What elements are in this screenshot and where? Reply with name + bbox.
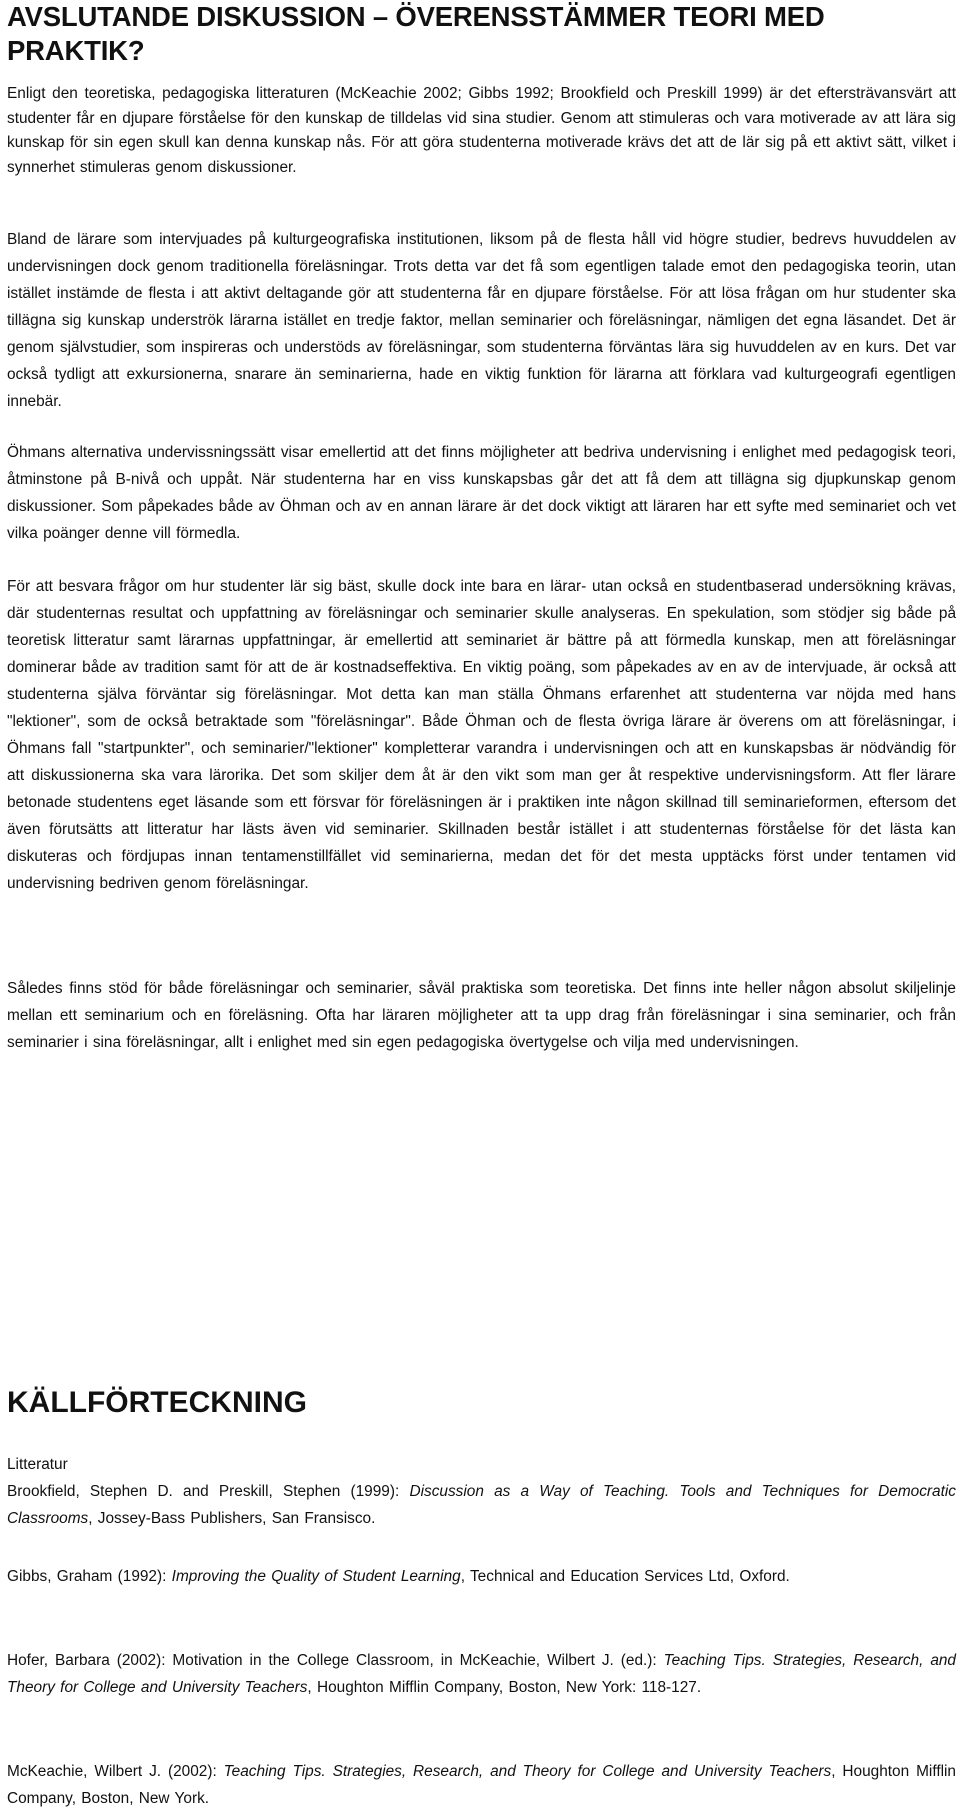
paragraph-4: För att besvara frågor om hur studenter lär sig bäst, skulle dock inte bara en lärar- utan också en studentbaserad undersökning krävas, där studenternas resultat och uppfattning av föreläsningar och seminarier skulle analyseras. En spekulation, som stödjer sig både på teoretisk litteratur samt lärarnas uppfattningar, är emellertid att seminariet är bättre på att förmedla kunskap, men att föreläsningar dominerar både av tradition samt för att de är kostnadseffektiva. En viktig poäng, som påpekades av en av de intervjuade, är också att studenterna själva förväntar sig föreläsningar. Mot detta kan man ställa Öhmans erfarenhet att studenterna var nöjda med hans "lektioner", som de också betraktade som "föreläsningar". Både Öhman och de flesta övriga lärare är överens om att föreläsningar, i Öhmans fall "startpunkter", och seminarier/"lektioner" kompletterar varandra i undervisningen och att en kunskapsbas är nödvändig för att diskussionerna ska vara lärorika. Det som skiljer dem åt är den vikt som man ger åt respektive undervisningsform. Att fler lärare betonade studentens eget läsande som ett försvar för föreläsningen är i praktiken inte någon skillnad till seminarieformen, eftersom det även förutsätts att litteratur har lästs även vid seminarier. Skillnaden består istället i att studenternas förståelse för det lästa kan diskuteras och fördjupas innan tentamenstillfället vid seminarierna, medan det för det mesta upptäcks först under tentamen vid undervisning bedriven genom föreläsningar.	[7, 578, 956, 892]
reference-item: Hofer, Barbara (2002): Motivation in the College Classroom, in McKeachie, Wilbert J. (ed.): Teaching Tips. Strategies, Research, and Theory for College and University Teachers, Houghton Mifflin Company, Boston, New York: 118-127.	[7, 1652, 956, 1696]
paragraph-5: Således finns stöd för både föreläsningar och seminarier, såväl praktiska som teoretiska. Det finns inte heller någon absolut skiljelinje mellan ett seminarium och en föreläsning. Ofta har läraren möjligheter att ta upp drag från föreläsningar i sina seminarier, och från seminarier i sina föreläsningar, allt i enlighet med sin egen pedagogiska övertygelse och vilja med undervisningen.	[7, 980, 956, 1051]
paragraph-1: Enligt den teoretiska, pedagogiska litteraturen (McKeachie 2002; Gibbs 1992; Brookfield och Preskill 1999) är det eftersträvansvärt att studenter får en djupare förståelse för den kunskap de tilldelas vid sina studier. Genom att stimuleras och vara motiverade av att lära sig kunskap för sin egen skull kan denna kunskap nås. För att göra studenterna motiverade krävs det att de lär sig på ett aktivt sätt, vilket i synnerhet stimuleras genom diskussioner.	[7, 85, 956, 176]
paragraph-3: Öhmans alternativa undervissningssätt visar emellertid att det finns möjligheter att bedriva undervisning i enlighet med pedagogisk teori, åtminstone på B-nivå och uppåt. När studenterna har en viss kunskapsbas går det att få dem att tillägna sig djupkunskap genom diskussioner. Som påpekades både av Öhman och av en annan lärare är det dock viktigt att läraren har ett syfte med seminariet och vet vilka poänger denne vill förmedla.	[7, 444, 956, 542]
reference-item: McKeachie, Wilbert J. (2002): Teaching Tips. Strategies, Research, and Theory for College and University Teachers, Houghton Mifflin Company, Boston, New York.	[7, 1763, 956, 1807]
references-label: Litteratur	[7, 1456, 68, 1473]
reference-item: Brookfield, Stephen D. and Preskill, Stephen (1999): Discussion as a Way of Teaching. Tools and Techniques for Democratic Classrooms, Jossey-Bass Publishers, San Fransisco.	[7, 1483, 956, 1527]
section-heading-discussion: AVSLUTANDE DISKUSSION – ÖVERENSSTÄMMER TEORI MED PRAKTIK?	[7, 1, 825, 66]
paragraph-2: Bland de lärare som intervjuades på kulturgeografiska institutionen, liksom på de flesta håll vid högre studier, bedrevs huvuddelen av undervisningen dock genom traditionella föreläsningar. Trots detta var det få som egentligen talade emot den pedagogiska teorin, utan istället instämde de flesta i att aktivt deltagande gör att studenterna får en djupare förståelse. För att lösa frågan om hur studenter ska tillägna sig kunskap underströk lärarna istället en tredje faktor, mellan seminarier och föreläsningar, nämligen det egna läsandet. Det är genom självstudier, som inspireras och understöds av föreläsningar, som studenterna förväntas lära sig huvuddelen av en kurs. Det var också tydligt att exkursionerna, snarare än seminarierna, hade en viktig funktion för lärarna att förklara vad kulturgeografi egentligen innebär.	[7, 231, 956, 410]
reference-item: Gibbs, Graham (1992): Improving the Quality of Student Learning, Technical and Education Services Ltd, Oxford.	[7, 1568, 790, 1585]
section-heading-references: KÄLLFÖRTECKNING	[7, 1386, 307, 1419]
